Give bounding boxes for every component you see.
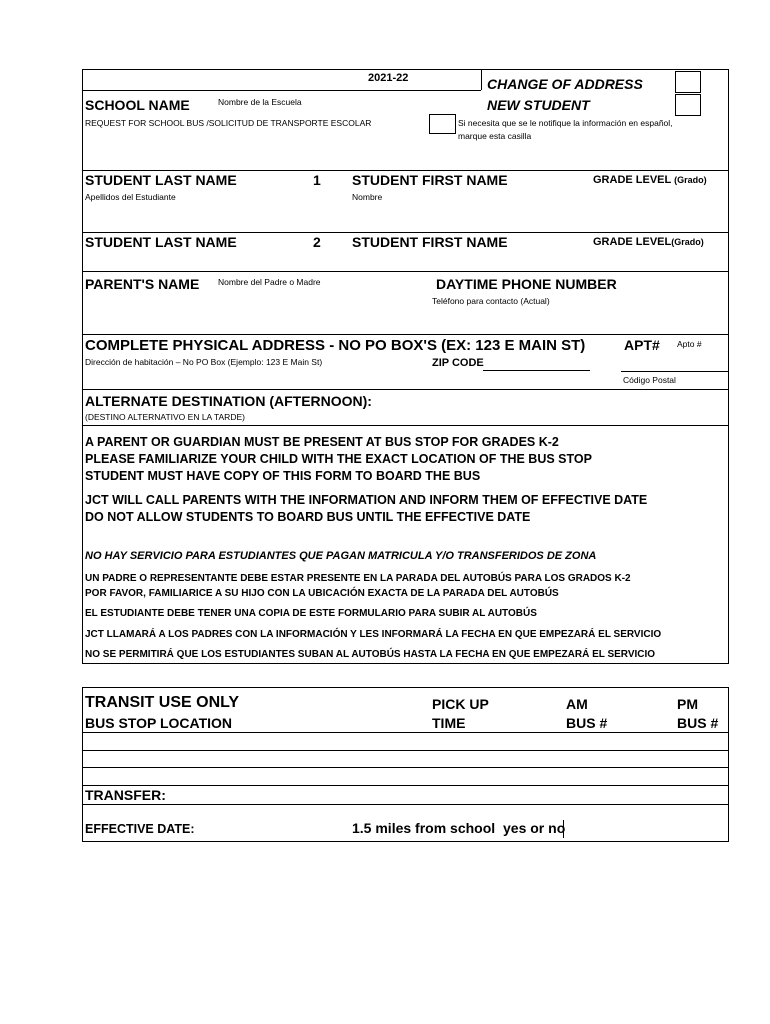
zip-code-underline [483, 370, 590, 371]
student2-number: 2 [313, 234, 321, 250]
notice-es-line: EL ESTUDIANTE DEBE TENER UNA COPIA DE ESTE FORMULARIO PARA SUBIR AL AUTOBÚS [85, 608, 537, 619]
transit-title: TRANSIT USE ONLY [85, 694, 240, 711]
parent-name-es: Nombre del Padre o Madre [218, 277, 321, 287]
student2-last-name-label: STUDENT LAST NAME [85, 234, 237, 250]
transit-row-divider [82, 732, 729, 733]
notice-es-line: UN PADRE O REPRESENTANTE DEBE ESTAR PRESENTE EN LA PARADA DEL AUTOBÚS PARA LOS GRADOS K-2 [85, 573, 631, 584]
spanish-notice-line2: marque esta casilla [458, 131, 532, 141]
change-of-address-label: CHANGE OF ADDRESS [487, 76, 643, 92]
text-cursor [563, 820, 564, 838]
notice-line: STUDENT MUST HAVE COPY OF THIS FORM TO BOARD THE BUS [85, 469, 481, 483]
apt-es: Apto # [677, 339, 702, 349]
grade-level-text: GRADE LEVEL [593, 174, 672, 186]
notice-line: JCT WILL CALL PARENTS WITH THE INFORMATION AND INFORM THEM OF EFFECTIVE DATE [85, 493, 648, 507]
am-label: AM [566, 696, 588, 712]
physical-address-label: COMPLETE PHYSICAL ADDRESS - NO PO BOX'S (EX: 123 E MAIN ST) [85, 337, 586, 354]
header-divider [481, 69, 482, 90]
effective-date-label: EFFECTIVE DATE: [85, 822, 195, 836]
notice-line: A PARENT OR GUARDIAN MUST BE PRESENT AT BUS STOP FOR GRADES K-2 [85, 435, 559, 449]
student1-number: 1 [313, 172, 321, 188]
new-student-label: NEW STUDENT [487, 97, 590, 113]
divider [82, 425, 729, 426]
divider [82, 170, 729, 171]
transit-row-divider [82, 785, 729, 786]
new-student-checkbox[interactable] [675, 94, 701, 116]
alternate-destination-label: ALTERNATE DESTINATION (AFTERNOON): [85, 393, 372, 409]
zip-code-label: ZIP CODE [432, 357, 484, 369]
change-of-address-checkbox[interactable] [675, 71, 701, 93]
daytime-phone-es: Teléfono para contacto (Actual) [432, 296, 550, 306]
student1-last-name-label: STUDENT LAST NAME [85, 172, 237, 188]
transfer-label: TRANSFER: [85, 787, 166, 803]
transit-row-divider [82, 767, 729, 768]
yes-or-no-label: yes or no [503, 820, 566, 836]
pick-up-label: PICK UP [432, 696, 489, 712]
physical-address-es: Dirección de habitación – No PO Box (Ejemplo: 123 E Main St) [85, 357, 323, 367]
distance-label: 1.5 miles from school [352, 820, 496, 836]
am-bus-label: BUS # [566, 715, 608, 731]
grade-level-es: (Grado) [671, 237, 704, 247]
grade-level-es: (Grado) [674, 175, 707, 185]
zip-code-es: Código Postal [623, 375, 676, 385]
student1-grade-label [593, 174, 707, 186]
school-name-underline [82, 90, 481, 91]
divider [82, 389, 729, 390]
transit-row-divider [82, 750, 729, 751]
notice-es-line: NO SE PERMITIRÁ QUE LOS ESTUDIANTES SUBAN AL AUTOBÚS HASTA LA FECHA EN QUE EMPEZARÁ EL SERVICIO [85, 649, 656, 660]
divider [82, 334, 729, 335]
notice-line: DO NOT ALLOW STUDENTS TO BOARD BUS UNTIL THE EFFECTIVE DATE [85, 510, 531, 524]
notice-es-line: NO HAY SERVICIO PARA ESTUDIANTES QUE PAGAN MATRICULA Y/O TRANSFERIDOS DE ZONA [85, 550, 597, 562]
student1-first-name-es: Nombre [352, 192, 383, 202]
apt-underline [621, 371, 729, 372]
apt-label: APT# [624, 337, 660, 353]
daytime-phone-label: DAYTIME PHONE NUMBER [436, 276, 617, 292]
pm-label: PM [677, 696, 698, 712]
student1-last-name-es: Apellidos del Estudiante [85, 192, 176, 202]
student1-first-name-label: STUDENT FIRST NAME [352, 172, 508, 188]
pm-bus-label: BUS # [677, 715, 719, 731]
school-year: 2021-22 [368, 72, 409, 84]
divider [82, 232, 729, 233]
spanish-notice-line1: Si necesita que se le notifique la información en español, [458, 118, 673, 128]
notice-line: PLEASE FAMILIARIZE YOUR CHILD WITH THE EXACT LOCATION OF THE BUS STOP [85, 452, 592, 466]
notice-es-line: JCT LLAMARÁ A LOS PADRES CON LA INFORMACIÓN Y LES INFORMARÁ LA FECHA EN QUE EMPEZARÁ EL SERVICIO [85, 629, 662, 640]
alternate-destination-es: (DESTINO ALTERNATIVO EN LA TARDE) [85, 412, 245, 422]
parent-name-label: PARENT'S NAME [85, 276, 200, 292]
spanish-notification-checkbox[interactable] [429, 114, 456, 134]
bus-stop-location-label: BUS STOP LOCATION [85, 715, 233, 731]
notice-es-line: POR FAVOR, FAMILIARICE A SU HIJO CON LA UBICACIÓN EXACTA DE LA PARADA DEL AUTOBÚS [85, 588, 559, 599]
student2-first-name-label: STUDENT FIRST NAME [352, 234, 508, 250]
grade-level-text: GRADE LEVEL [593, 236, 672, 248]
transit-row-divider [82, 804, 729, 805]
student2-grade-label [593, 236, 704, 248]
divider [82, 271, 729, 272]
time-label: TIME [432, 715, 466, 731]
school-name-es: Nombre de la Escuela [218, 97, 302, 107]
request-title: REQUEST FOR SCHOOL BUS /SOLICITUD DE TRANSPORTE ESCOLAR [85, 118, 372, 128]
school-name-label: SCHOOL NAME [85, 97, 190, 113]
